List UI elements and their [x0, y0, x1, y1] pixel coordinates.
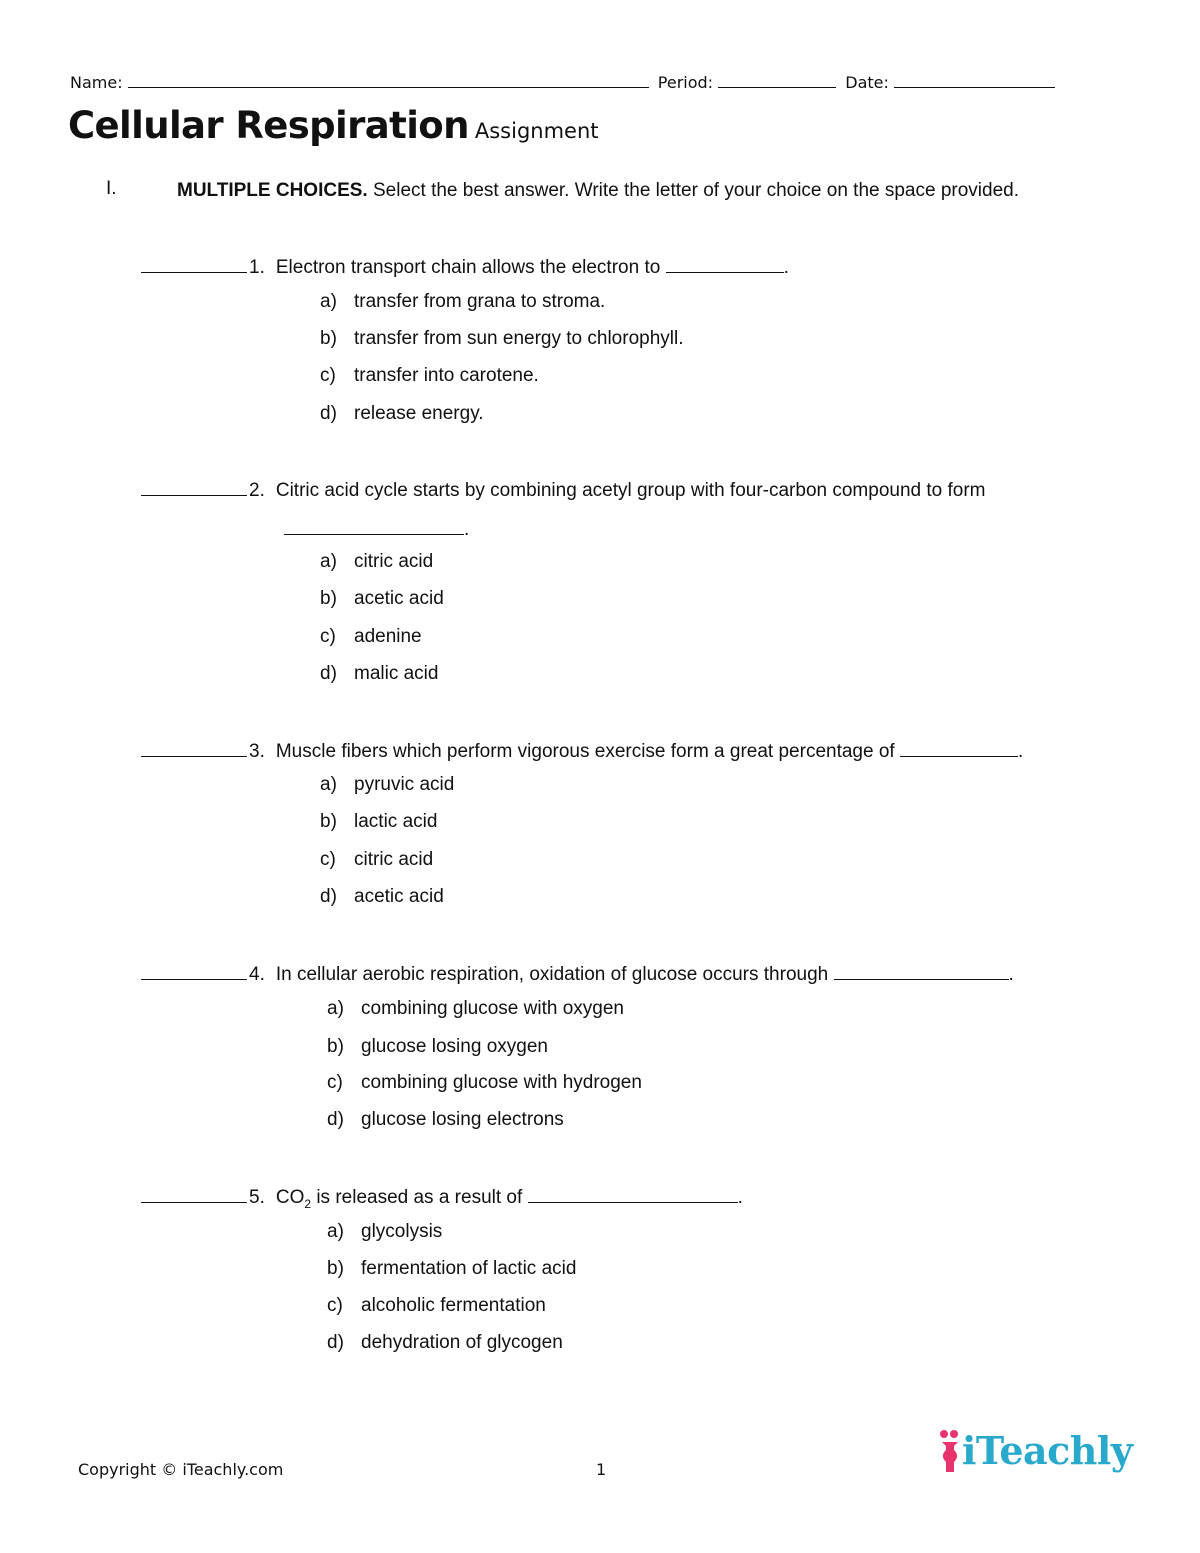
question-number: 2.: [249, 480, 265, 501]
option-text: pyruvic acid: [354, 774, 455, 795]
question-period: .: [464, 519, 470, 540]
name-field[interactable]: [128, 73, 649, 88]
answer-blank-5[interactable]: [141, 1184, 247, 1203]
option-letter: c): [320, 365, 336, 386]
title-sub: Assignment: [474, 119, 599, 143]
option-text: adenine: [354, 626, 422, 647]
option-letter: a): [320, 774, 337, 795]
question-period: .: [1017, 741, 1024, 762]
question-fill-blank: [284, 516, 464, 535]
option-text: malic acid: [354, 663, 439, 684]
date-label: Date:: [845, 73, 889, 92]
question-period: .: [737, 1187, 743, 1208]
question-number: 5.: [249, 1187, 265, 1208]
option-2d: [320, 663, 438, 685]
option-letter: b): [327, 1258, 344, 1279]
section-instructions: [177, 178, 1057, 203]
option-text: dehydration of glycogen: [361, 1332, 563, 1353]
question-5: [141, 1184, 743, 1211]
question-fill-blank: [528, 1184, 738, 1203]
question-text: Citric acid cycle starts by combining acetyl group with four-carbon compound to form: [275, 480, 986, 501]
answer-blank-3[interactable]: [141, 738, 247, 757]
logo-text: iTeachly: [962, 1428, 1133, 1473]
option-4b: [327, 1036, 548, 1058]
question-number: 1.: [249, 257, 265, 278]
option-3c: [320, 849, 433, 871]
option-letter: c): [327, 1072, 343, 1093]
header-fields: [70, 73, 1055, 92]
copyright-text: Copyright © iTeachly.com: [78, 1460, 284, 1479]
page-title: [68, 104, 599, 147]
option-letter: d): [327, 1109, 344, 1130]
question-text: is released as a result of: [316, 1187, 523, 1208]
instructions-text: Select the best answer. Write the letter of your choice on the space provided.: [373, 180, 1020, 201]
option-letter: c): [320, 849, 336, 870]
option-letter: a): [327, 998, 344, 1019]
option-letter: d): [320, 403, 337, 424]
option-1b: [320, 328, 684, 350]
question-text: Electron transport chain allows the electron to: [275, 257, 661, 278]
option-4d: [327, 1109, 564, 1131]
option-1c: [320, 365, 539, 387]
option-2c: [320, 626, 422, 648]
option-5d: [327, 1332, 563, 1354]
logo-figure-icon: [936, 1428, 964, 1478]
question-number: 4.: [249, 964, 265, 985]
question-1: [141, 254, 789, 279]
option-text: acetic acid: [354, 886, 444, 907]
question-number: 3.: [249, 741, 265, 762]
option-text: alcoholic fermentation: [361, 1295, 546, 1316]
question-period: .: [783, 257, 789, 278]
option-2b: [320, 588, 444, 610]
section-heading: MULTIPLE CHOICES.: [177, 180, 368, 201]
option-text: glycolysis: [361, 1221, 443, 1242]
option-letter: a): [320, 551, 337, 572]
option-letter: a): [327, 1221, 344, 1242]
option-3a: [320, 774, 454, 796]
question-2-continuation: [284, 516, 469, 541]
period-label: Period:: [657, 73, 714, 92]
option-2a: [320, 551, 433, 573]
option-1a: [320, 291, 605, 313]
period-field[interactable]: [718, 73, 836, 88]
option-text: glucose losing electrons: [361, 1109, 564, 1130]
option-letter: b): [320, 588, 337, 609]
answer-blank-2[interactable]: [141, 477, 247, 496]
question-2: [141, 477, 986, 502]
option-text: fermentation of lactic acid: [361, 1258, 577, 1279]
title-main: Cellular Respiration: [68, 104, 469, 147]
question-co: CO: [275, 1187, 305, 1208]
question-subscript: 2: [304, 1196, 312, 1211]
option-4a: [327, 998, 624, 1020]
option-text: lactic acid: [354, 811, 438, 832]
option-text: combining glucose with hydrogen: [361, 1072, 642, 1093]
question-period: .: [1008, 964, 1014, 985]
question-fill-blank: [900, 738, 1018, 757]
page-number: 1: [596, 1460, 607, 1479]
option-text: transfer from grana to stroma.: [354, 291, 606, 312]
question-fill-blank: [834, 961, 1009, 980]
option-text: citric acid: [354, 551, 434, 572]
option-letter: d): [320, 886, 337, 907]
question-3: [141, 738, 1023, 763]
date-field[interactable]: [894, 73, 1055, 88]
option-text: citric acid: [354, 849, 434, 870]
option-text: acetic acid: [354, 588, 444, 609]
option-3b: [320, 811, 437, 833]
question-fill-blank: [666, 254, 784, 273]
option-text: glucose losing oxygen: [361, 1036, 548, 1057]
name-label: Name:: [70, 73, 123, 92]
option-letter: b): [320, 328, 337, 349]
question-text: In cellular aerobic respiration, oxidation of glucose occurs through: [275, 964, 829, 985]
question-4: [141, 961, 1014, 986]
option-letter: d): [327, 1332, 344, 1353]
section-number: I.: [106, 178, 117, 199]
option-letter: b): [320, 811, 337, 832]
option-1d: [320, 403, 484, 425]
option-letter: a): [320, 291, 337, 312]
option-3d: [320, 886, 444, 908]
option-text: transfer from sun energy to chlorophyll.: [354, 328, 684, 349]
question-text: Muscle fibers which perform vigorous exercise form a great percentage of: [275, 741, 895, 762]
option-5c: [327, 1295, 546, 1317]
option-5a: [327, 1221, 442, 1243]
option-letter: b): [327, 1036, 344, 1057]
option-letter: c): [327, 1295, 343, 1316]
option-letter: c): [320, 626, 336, 647]
answer-blank-1[interactable]: [141, 254, 247, 273]
option-text: transfer into carotene.: [354, 365, 539, 386]
option-text: combining glucose with oxygen: [361, 998, 624, 1019]
option-text: release energy.: [354, 403, 484, 424]
option-letter: d): [320, 663, 337, 684]
option-4c: [327, 1072, 642, 1094]
answer-blank-4[interactable]: [141, 961, 247, 980]
option-5b: [327, 1258, 576, 1280]
